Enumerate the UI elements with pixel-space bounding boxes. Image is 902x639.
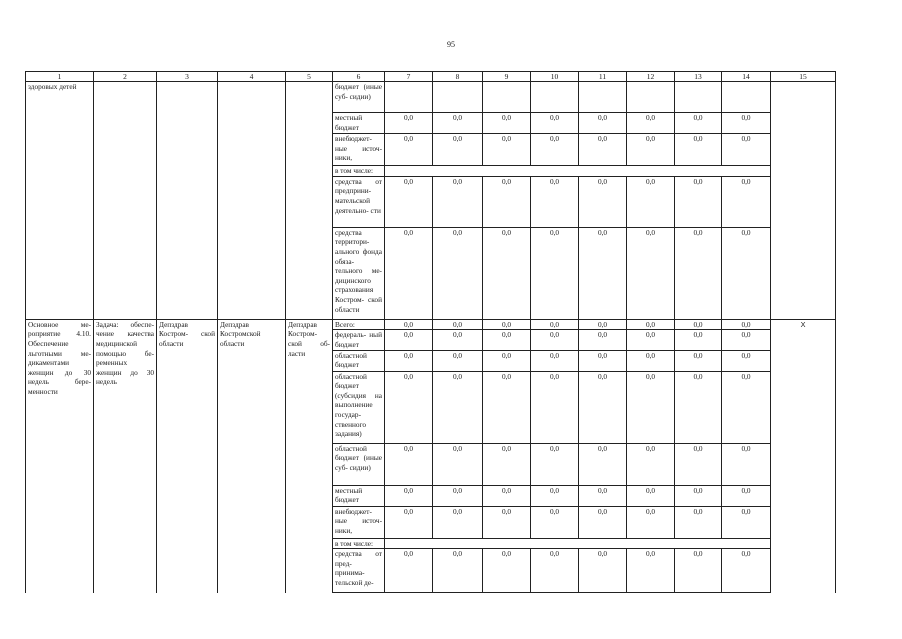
value-cell: 0,0 [483,330,531,350]
column-number-12: 12 [627,72,675,82]
value-cell: 0,0 [675,485,722,506]
value-cell: 0,0 [433,549,483,593]
value-cell: 0,0 [579,319,627,330]
value-cell [385,82,433,113]
value-cell: 0,0 [627,319,675,330]
value-cell: 0,0 [627,134,675,166]
value-cell: 0,0 [627,549,675,593]
value-cell: 0,0 [531,113,579,134]
span-cell [385,166,771,177]
value-cell: 0,0 [675,549,722,593]
value-cell: 0,0 [722,350,771,371]
value-cell: 0,0 [675,350,722,371]
value-cell: 0,0 [483,350,531,371]
value-cell: 0,0 [385,113,433,134]
value-cell: 0,0 [433,506,483,538]
value-cell [433,82,483,113]
value-cell: 0,0 [579,134,627,166]
value-cell: 0,0 [722,485,771,506]
column-number-8: 8 [433,72,483,82]
result-cell [771,82,836,320]
value-cell: 0,0 [483,443,531,485]
value-cell: 0,0 [579,443,627,485]
value-cell: 0,0 [531,371,579,443]
value-cell [722,82,771,113]
column-number-11: 11 [579,72,627,82]
budget-table [25,71,836,593]
value-cell: 0,0 [531,227,579,319]
column-number-13: 13 [675,72,722,82]
empty-cell [218,82,286,320]
value-cell: 0,0 [627,350,675,371]
budget-recipient: Депздрав Костром- ской об- ласти [286,319,333,593]
value-cell: 0,0 [483,227,531,319]
value-cell: 0,0 [531,485,579,506]
row-title: здоровых детей [26,82,94,320]
value-cell: 0,0 [722,506,771,538]
funding-source: федераль- ный бюджет [333,330,385,350]
value-cell: 0,0 [627,371,675,443]
value-cell [483,82,531,113]
value-cell: 0,0 [433,134,483,166]
empty-cell [157,82,218,320]
column-number-6: 6 [333,72,385,82]
value-cell: 0,0 [722,134,771,166]
value-cell: 0,0 [385,330,433,350]
value-cell: 0,0 [675,113,722,134]
value-cell: 0,0 [385,134,433,166]
activity-name: Основное ме- роприятие 4.10. Обеспечение льготными ме- дикаментами женщин до 30 недель бере- менности [26,319,94,593]
value-cell: 0,0 [385,549,433,593]
column-number-14: 14 [722,72,771,82]
funding-source: местный бюджет [333,113,385,134]
value-cell: 0,0 [483,113,531,134]
value-cell: 0,0 [627,113,675,134]
value-cell: 0,0 [579,350,627,371]
value-cell: 0,0 [579,371,627,443]
value-cell: 0,0 [579,330,627,350]
value-cell: 0,0 [433,330,483,350]
value-cell: 0,0 [627,176,675,227]
value-cell: 0,0 [483,506,531,538]
value-cell: 0,0 [579,549,627,593]
value-cell: 0,0 [385,506,433,538]
value-cell [627,82,675,113]
funding-source: средства от пред- принима- тельской де- [333,549,385,593]
funding-source: бюджет (иные суб- сидии) [333,82,385,113]
column-number-10: 10 [531,72,579,82]
value-cell: 0,0 [627,443,675,485]
value-cell: 0,0 [385,443,433,485]
table-row [26,319,836,330]
value-cell: 0,0 [483,319,531,330]
value-cell: 0,0 [627,506,675,538]
funding-source: внебюджет- ные источ- ники, [333,134,385,166]
value-cell: 0,0 [483,549,531,593]
column-number-5: 5 [286,72,333,82]
value-cell: 0,0 [722,549,771,593]
value-cell: 0,0 [627,485,675,506]
value-cell: 0,0 [579,113,627,134]
value-cell: 0,0 [722,319,771,330]
page-number: 95 [447,40,455,49]
value-cell: 0,0 [531,443,579,485]
funding-source: местный бюджет [333,485,385,506]
value-cell: 0,0 [722,113,771,134]
value-cell: 0,0 [627,227,675,319]
value-cell: 0,0 [385,319,433,330]
value-cell: 0,0 [483,485,531,506]
value-cell: 0,0 [433,371,483,443]
value-cell: 0,0 [433,443,483,485]
value-cell: 0,0 [675,443,722,485]
value-cell: 0,0 [675,227,722,319]
column-number-3: 3 [157,72,218,82]
value-cell: 0,0 [675,176,722,227]
column-number-4: 4 [218,72,286,82]
value-cell: 0,0 [722,227,771,319]
value-cell: 0,0 [579,485,627,506]
responsible-executor: Депздрав Костром- ской области [157,319,218,593]
value-cell: 0,0 [531,176,579,227]
value-cell: 0,0 [385,485,433,506]
funding-source: средства территори- ального фонда обяза- тельного ме- дицинского страхования Костром- ской области [333,227,385,319]
value-cell [531,82,579,113]
funding-source: внебюджет- ные источ- ники, [333,506,385,538]
value-cell: 0,0 [385,350,433,371]
value-cell: 0,0 [675,371,722,443]
value-cell: 0,0 [385,227,433,319]
value-cell: 0,0 [675,134,722,166]
value-cell: 0,0 [722,330,771,350]
co-executor: Депздрав Костромской области [218,319,286,593]
funding-source: областной бюджет [333,350,385,371]
value-cell: 0,0 [627,330,675,350]
funding-source: средства от предприни- мательской деятельно- сти [333,176,385,227]
value-cell: 0,0 [579,227,627,319]
value-cell: 0,0 [433,176,483,227]
value-cell: 0,0 [531,134,579,166]
value-cell: 0,0 [722,443,771,485]
funding-source: в том числе: [333,166,385,177]
value-cell: 0,0 [722,371,771,443]
value-cell: 0,0 [483,371,531,443]
funding-source: Всего: [333,319,385,330]
value-cell: 0,0 [483,134,531,166]
column-number-7: 7 [385,72,433,82]
value-cell: 0,0 [722,176,771,227]
header-row [26,72,836,82]
value-cell: 0,0 [531,319,579,330]
value-cell: 0,0 [531,506,579,538]
value-cell: 0,0 [385,176,433,227]
task-description: Задача: обеспе- чение качества медицинской помощью бе- ременных женщин до 30 недель [94,319,157,593]
value-cell: 0,0 [675,330,722,350]
value-cell [675,82,722,113]
value-cell: 0,0 [579,506,627,538]
value-cell: 0,0 [531,330,579,350]
table-row [26,82,836,113]
column-number-9: 9 [483,72,531,82]
empty-cell [286,82,333,320]
column-number-2: 2 [94,72,157,82]
value-cell: 0,0 [433,485,483,506]
funding-source: в том числе: [333,538,385,549]
result-cell: X [771,319,836,593]
span-cell [385,538,771,549]
value-cell: 0,0 [433,113,483,134]
value-cell: 0,0 [385,371,433,443]
value-cell: 0,0 [675,506,722,538]
value-cell: 0,0 [675,319,722,330]
value-cell: 0,0 [483,176,531,227]
column-number-15: 15 [771,72,836,82]
column-number-1: 1 [26,72,94,82]
funding-source: областной бюджет (иные суб- сидии) [333,443,385,485]
value-cell: 0,0 [531,549,579,593]
value-cell: 0,0 [433,319,483,330]
value-cell: 0,0 [433,227,483,319]
funding-source: областной бюджет (субсидия на выполнение государ- ственного задания) [333,371,385,443]
empty-cell [94,82,157,320]
value-cell [579,82,627,113]
value-cell: 0,0 [579,176,627,227]
value-cell: 0,0 [531,350,579,371]
value-cell: 0,0 [433,350,483,371]
